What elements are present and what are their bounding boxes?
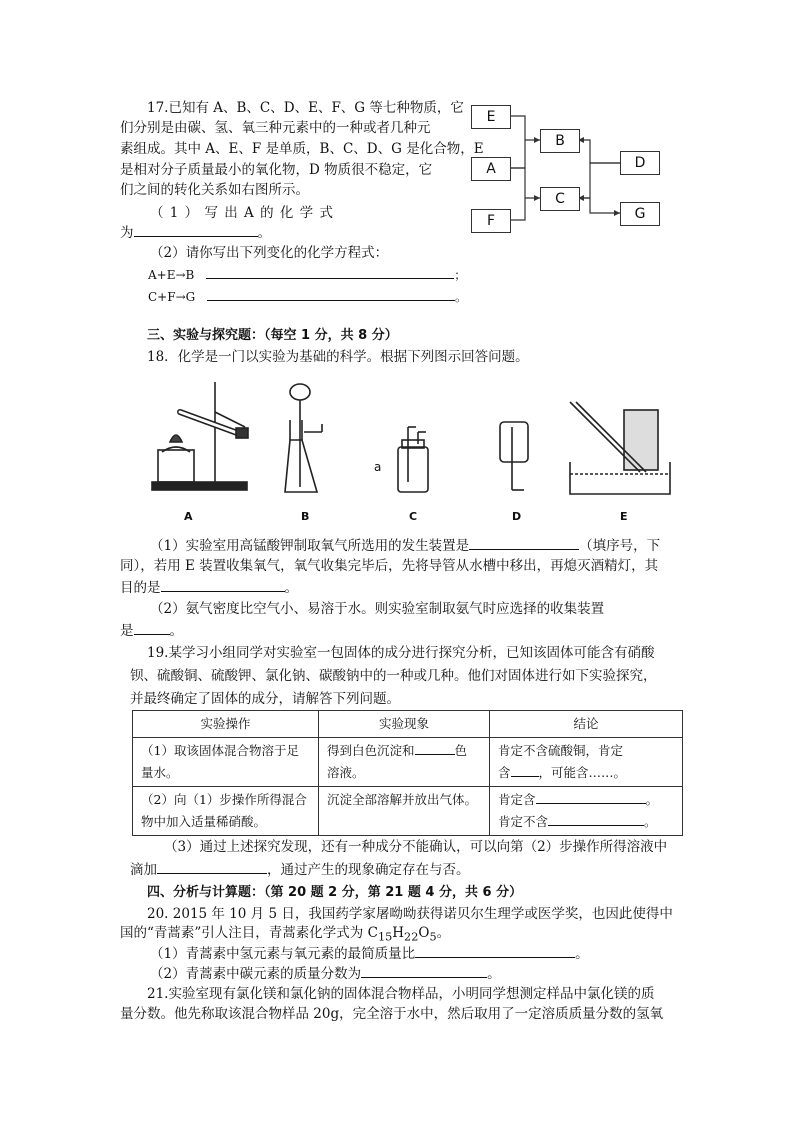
header-phenomenon: 实验现象: [319, 711, 490, 738]
row1-conclusion: [490, 738, 683, 787]
row2-operation: [133, 787, 319, 836]
edge-d-c: [578, 163, 620, 198]
row2-conclusion: [490, 787, 683, 836]
q17-line-3: 素组成。其中 A、E、F 是单质，B、C、D、G 是化合物，E: [120, 141, 484, 157]
apparatus-label-a: A: [184, 510, 193, 523]
q21-line-1: 21.实验室现有氯化镁和氯化钠的固体混合物样品，小明同学想测定样品中氯化镁的质: [147, 986, 655, 1002]
row2-phenomenon: [319, 787, 490, 836]
apparatus-d: [500, 422, 528, 490]
row1-contains-blank[interactable]: [511, 762, 539, 777]
q18-collector-blank[interactable]: [134, 620, 170, 635]
q20-formula-o: O: [418, 925, 430, 941]
node-g: G: [620, 202, 660, 226]
edge-e-b: [510, 116, 540, 140]
q20-formula-prefix: 国的“青蒿素”引人注目，青蒿素化学式为 C: [120, 925, 378, 941]
q19-part3-prefix: 滴加: [130, 862, 157, 878]
q20-sub-o: 5: [429, 930, 437, 944]
q20-part2-end: 。: [487, 966, 501, 982]
q17-eq2-blank[interactable]: [207, 286, 455, 301]
q17-eq2-end: 。: [455, 290, 468, 304]
q18-part2-end: 。: [169, 623, 183, 639]
q18-part1-line2: 同），若用 E 装置收集氧气，氧气收集完毕后，先将导管从水槽中移出，再熄灭酒精灯，其: [120, 558, 659, 574]
row1-ph-line1: [327, 740, 481, 762]
row1-ph-line2: 溶液。: [327, 765, 365, 780]
apparatus-b: [285, 384, 322, 492]
row1-operation: [133, 738, 319, 787]
q17-line-2: 们分别是由碳、氢、氧三种元素中的一种或者几种元: [120, 120, 431, 136]
q17-part2-label: （2）请你写出下列变化的化学方程式：: [150, 245, 389, 261]
row1-color-blank[interactable]: [415, 740, 455, 755]
q18-purpose-label: 目的是: [120, 580, 161, 596]
q18-part1-note: （填序号，下: [579, 538, 661, 554]
row1-op-line1: （1）取该固体混合物溶于足: [141, 743, 299, 758]
row2-ph-line1: 沉淀全部溶解并放出气体。: [327, 792, 478, 807]
row1-co-line1: 肯定不含硫酸铜，肯定: [498, 743, 624, 758]
q17-eq2-line: [148, 286, 467, 307]
q20-fraction-blank[interactable]: [361, 963, 487, 978]
q17-eq2-label: C+F→G: [148, 290, 196, 304]
q18-apparatus-figure: [140, 372, 680, 502]
q19-line-3: 并最终确定了固体的成分，请解答下列问题。: [130, 691, 400, 707]
row2-notcontain-blank[interactable]: [548, 811, 644, 826]
edge-a-c: [510, 168, 540, 198]
q20-part2-text: （2）青蒿素中碳元素的质量分数为: [150, 966, 362, 982]
q17-eq1-blank[interactable]: [206, 264, 454, 279]
q17-part1-prefix: 为: [120, 225, 134, 241]
table-row: [133, 787, 683, 836]
q18-part1-line3: [120, 577, 298, 598]
q17-eq1-label: A+E→B: [148, 268, 195, 282]
q18-part1-line1: [150, 535, 660, 556]
q19-part3-suffix: ，通过产生的现象确定存在与否。: [267, 862, 470, 878]
q19-reagent-blank[interactable]: [157, 859, 267, 874]
row2-co-line1: [498, 789, 674, 811]
table-row: [133, 738, 683, 787]
q20-ratio-blank[interactable]: [415, 943, 575, 958]
apparatus-label-c: C: [409, 510, 418, 523]
q18-purpose-blank[interactable]: [161, 577, 285, 592]
row1-ph-text: 得到白色沉淀和: [327, 743, 415, 758]
q17-part1-line: [120, 222, 271, 243]
q17-line-4: 是相对分子质量最小的氧化物，D 物质很不稳定，它: [120, 162, 433, 178]
q18-part2-line2: [120, 620, 183, 641]
q19-line-1: 19.某学习小组同学对实验室一包固体的成分进行探究分析，已知该固体可能含有硝酸: [147, 645, 655, 661]
q18-part1-text: （1）实验室用高锰酸钾制取氧气所选用的发生装置是: [150, 538, 470, 554]
q18-part2-prefix: 是: [120, 623, 134, 639]
q17-eq1-line: [148, 264, 466, 285]
apparatus-c-side-label: a: [374, 460, 382, 474]
q17-eq1-end: ；: [454, 268, 467, 282]
edge-f-c: [510, 198, 525, 220]
q20-sub-c: 15: [377, 930, 393, 944]
node-b: B: [540, 129, 580, 153]
q19-experiment-table: [132, 710, 683, 836]
q20-line-1: 20. 2015 年 10 月 5 日，我国药学家屠呦呦获得诺贝尔生理学或医学奖，也因此使得中: [147, 906, 673, 922]
q18-purpose-end: 。: [284, 580, 298, 596]
q21-line-2: 量分数。他先称取该混合物样品 20g，完全溶于水中，然后取用了一定溶质质量分数的氢氧: [120, 1006, 664, 1022]
q20-part1-end: 。: [575, 946, 589, 962]
q17-part1-end: 。: [257, 225, 271, 241]
edge-a-b: [510, 140, 525, 168]
row2-op-line1: （2）向（1）步操作所得混合: [141, 792, 307, 807]
section3-title: 三、实验与探究题：（每空 1 分，共 8 分）: [147, 328, 398, 343]
row2-co-line2: [498, 811, 674, 833]
row2-contains-blank[interactable]: [536, 789, 646, 804]
row1-op-line2: 量水。: [141, 765, 179, 780]
q18-intro: 18．化学是一门以实验为基础的科学。根据下列图示回答问题。: [147, 349, 529, 365]
section4-title: 四、分析与计算题：（第 20 题 2 分，第 21 题 4 分，共 6 分）: [147, 885, 523, 900]
apparatus-label-d: D: [512, 510, 522, 523]
node-f: F: [471, 209, 511, 233]
q19-part3-line2: [130, 859, 470, 880]
q20-part1: [150, 943, 589, 964]
q18-generator-blank[interactable]: [469, 535, 579, 550]
apparatus-label-b: B: [301, 510, 310, 523]
row2-notcontain-end: 。: [644, 814, 657, 829]
q19-line-2: 钡、硫酸铜、硫酸钾、氯化钠、碳酸钠中的一种或几种。他们对固体进行如下实验探究，: [130, 668, 657, 684]
row1-phenomenon: [319, 738, 490, 787]
header-operation: 实验操作: [133, 711, 319, 738]
q20-part1-text: （1）青蒿素中氢元素与氧元素的最简质量比: [150, 946, 416, 962]
node-d: D: [620, 151, 660, 175]
edge-c-g: [578, 198, 620, 213]
q17-part1-label: （ 1 ） 写 出 A 的 化 学 式: [150, 205, 333, 221]
apparatus-e: [570, 402, 670, 494]
q18-part2-line1: （2）氨气密度比空气小、易溶于水。则实验室制取氨气时应选择的收集装置: [150, 601, 605, 617]
row1-ph-end: 色: [454, 743, 468, 758]
apparatus-c: [398, 427, 428, 492]
q20-formula-end: 。: [436, 925, 451, 941]
row1-co-prefix: 含: [498, 765, 511, 780]
row1-co-line2: [498, 762, 674, 784]
node-a: A: [471, 157, 511, 181]
q17-line-5: 们之间的转化关系如右图所示。: [120, 182, 309, 198]
node-e: E: [471, 105, 511, 129]
q20-part2: [150, 963, 501, 984]
row2-notcontain-prefix: 肯定不含: [498, 814, 549, 829]
header-conclusion: 结论: [490, 711, 683, 738]
q17-line-1: 17.已知有 A、B、C、D、E、F、G 等七种物质，它: [147, 100, 464, 116]
row2-op-line2: 物中加入适量稀硝酸。: [141, 814, 267, 829]
row1-co-suffix: ，可能含……。: [538, 765, 627, 780]
apparatus-a: [152, 382, 248, 490]
apparatus-label-e: E: [620, 510, 628, 523]
row2-co-prefix: 肯定含: [498, 792, 536, 807]
q17-answer-blank-a[interactable]: [134, 222, 258, 237]
node-c: C: [540, 187, 580, 211]
table-header-row: [133, 711, 683, 738]
edge-d-b: [578, 140, 620, 163]
q19-part3-line1: （3）通过上述探究发现，还有一种成分不能确认，可以向第（2）步操作所得溶液中: [164, 839, 668, 855]
row2-co-end: 。: [645, 792, 659, 807]
q20-sub-h: 22: [404, 930, 419, 944]
q20-formula-h: H: [392, 925, 405, 941]
